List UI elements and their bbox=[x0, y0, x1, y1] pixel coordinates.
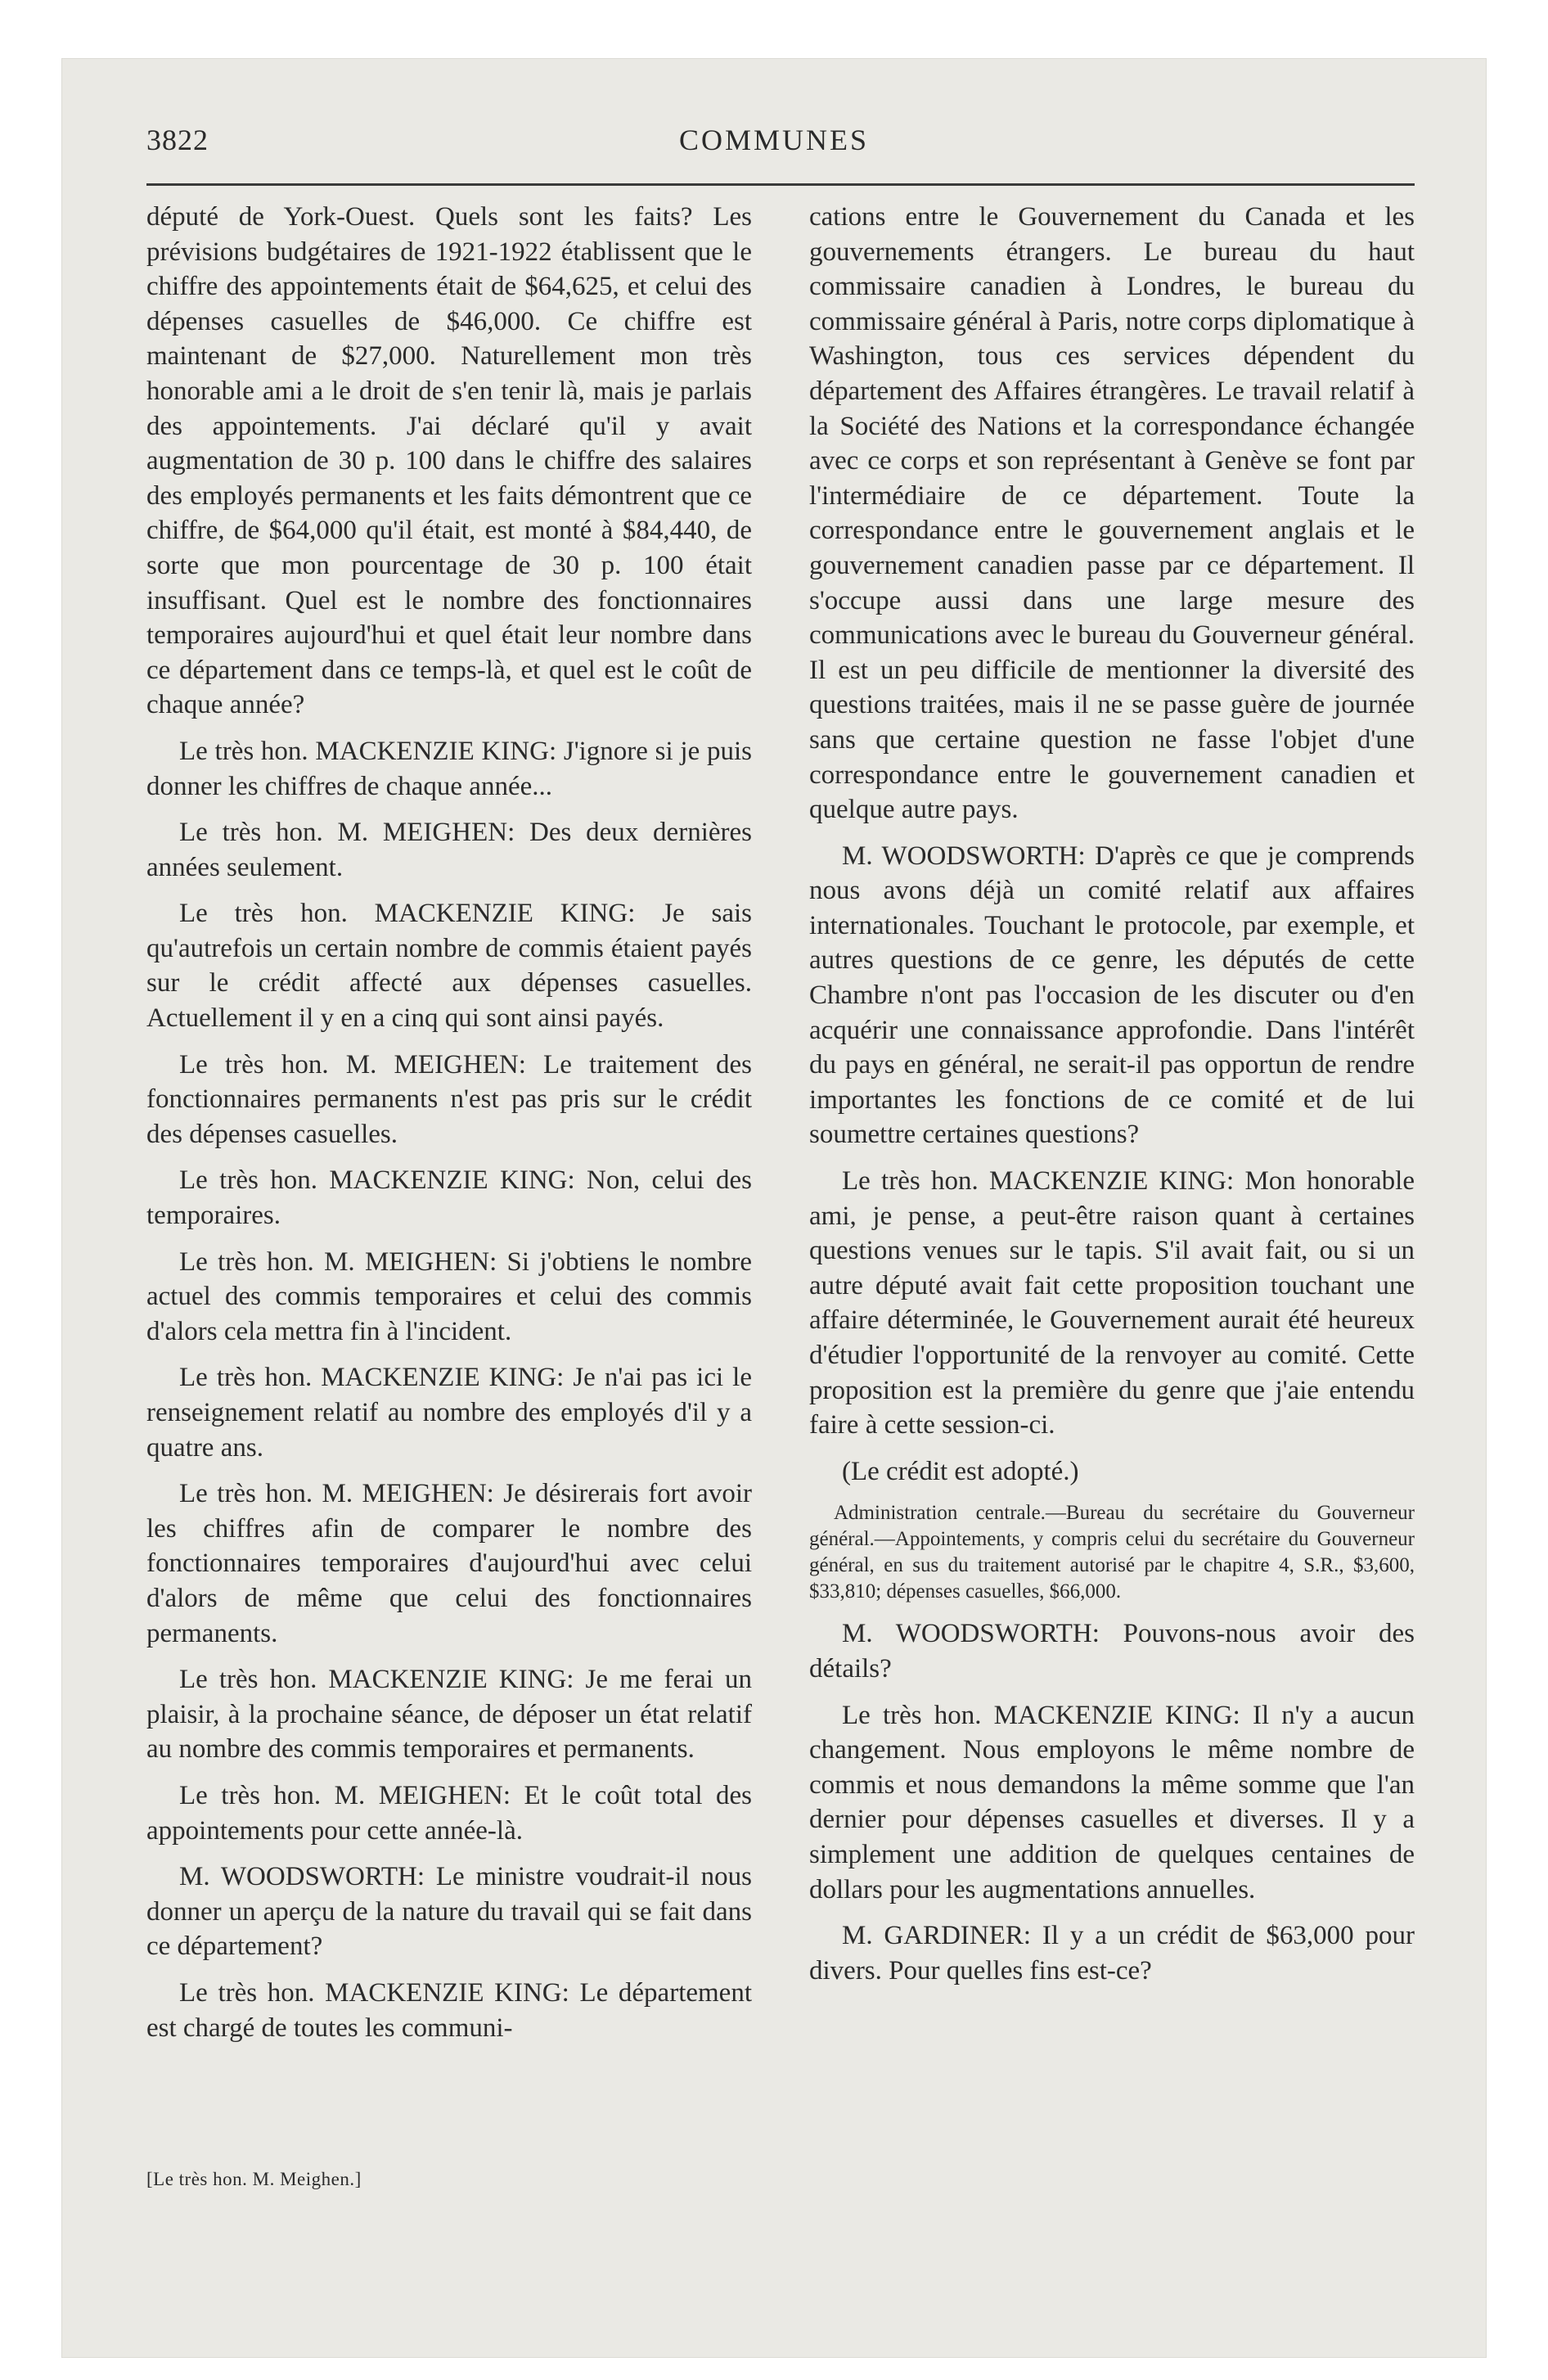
paragraph: M. WOODSWORTH: Pouvons-nous avoir des détails? bbox=[809, 1619, 1415, 1684]
page-number: 3822 bbox=[146, 124, 209, 156]
paragraph: M. WOODSWORTH: Le ministre voudrait-il nous donner un aperçu de la nature du travail qui se fait dans ce département? bbox=[146, 1862, 752, 1962]
paragraph: Le très hon. MACKENZIE KING: J'ignore si je puis donner les chiffres de chaque année... bbox=[146, 736, 752, 801]
paragraph: Le très hon. MACKENZIE KING: Mon honorable ami, je pense, a peut-être raison quant à certaines questions venues sur le tapis. S'il avait fait, ou si un autre député avait fait cette proposition touchant une affaire déterminée, le Gouvernement aurait été heureux d'étudier l'opportunité de la renvoyer au comité. Cette proposition est la première du genre que j'aie entendu faire à cette session-ci. bbox=[809, 1166, 1415, 1440]
paragraph: M. WOODSWORTH: D'après ce que je comprends nous avons déjà un comité relatif aux affaires internationales. Touchant le protocole, par exemple, et autres questions de ce genre, les députés de cette Chambre n'ont pas l'occasion de les discuter ou d'en acquérir une connaissance approfondie. Dans l'intérêt du pays en général, ne serait-il pas opportun de rendre importantes les fonctions de ce comité et de lui soumettre certaines questions? bbox=[809, 841, 1415, 1150]
left-column bbox=[146, 200, 752, 2045]
paragraph: cations entre le Gouvernement du Canada et les gouvernements étrangers. Le bureau du haut commissaire canadien à Londres, le bureau du commissaire général à Paris, notre corps diplomatique à Washington, tous ces services dépendent du département des Affaires étrangères. Le travail relatif à la Société des Nations et la correspondance échangée avec ce corps et son représentant à Genève se font par l'intermédiaire de ce département. Toute la correspondance entre le gouvernement anglais et le gouvernement canadien passe par ce département. Il s'occupe aussi dans une large mesure des communications avec le bureau du Gouverneur général. Il est un peu difficile de mentionner la diversité des questions traitées, mais il ne se passe guère de journée sans que certaine question ne fasse l'objet d'une correspondance entre le gouvernement canadien et quelque autre pays. bbox=[809, 202, 1415, 825]
page-header bbox=[62, 123, 1486, 172]
paragraph: Le très hon. M. MEIGHEN: Si j'obtiens le nombre actuel des commis temporaires et celui des commis d'alors cela mettra fin à l'incident. bbox=[146, 1246, 752, 1346]
paragraph: Le très hon. MACKENZIE KING: Il n'y a aucun changement. Nous employons le même nombre de commis et nous demandons la même somme que l'an dernier pour dépenses casuelles et diverses. Il y a simplement une addition de quelques centaines de dollars pour les augmentations annuelles. bbox=[809, 1700, 1415, 1904]
paragraph: député de York-Ouest. Quels sont les faits? Les prévisions budgétaires de 1921-1922 établissent que le chiffre des appointements était de $64,625, et celui des dépenses casuelles de $46,000. Ce chiffre est maintenant de $27,000. Naturellement mon très honorable ami a le droit de s'en tenir là, mais je parlais des appointements. J'ai déclaré qu'il y avait augmentation de 30 p. 100 dans le chiffre des salaires des employés permanents et les faits démontrent que ce chiffre, de $64,000 qu'il était, est monté à $84,440, de sorte que mon pourcentage de 30 p. 100 était insuffisant. Quel est le nombre des fonctionnaires temporaires aujourd'hui et quel était leur nombre dans ce département dans ce temps-là, et quel est le coût de chaque année? bbox=[146, 202, 752, 720]
vote-item: Administration centrale.—Bureau du secrétaire du Gouverneur général.—Appointements, y compris celui du secrétaire du Gouverneur général, en sus du traitement autorisé par le chapitre 4, S.R., $3,600, $33,810; dépenses casuelles, $66,000. bbox=[809, 1502, 1415, 1603]
paragraph: Le très hon. M. MEIGHEN: Le traitement des fonctionnaires permanents n'est pas pris sur le crédit des dépenses casuelles. bbox=[146, 1049, 752, 1149]
speaker-footnote: [Le très hon. M. Meighen.] bbox=[146, 2169, 362, 2189]
page-sheet bbox=[62, 59, 1486, 2357]
paragraph: Le très hon. MACKENZIE KING: Le département est chargé de toutes les communi- bbox=[146, 1977, 752, 2043]
paragraph: Le très hon. M. MEIGHEN: Et le coût total des appointements pour cette année-là. bbox=[146, 1780, 752, 1846]
paragraph: Le très hon. MACKENZIE KING: Non, celui des temporaires. bbox=[146, 1165, 752, 1231]
paragraph: Le très hon. MACKENZIE KING: Je n'ai pas ici le renseignement relatif au nombre des employés d'il y a quatre ans. bbox=[146, 1363, 752, 1463]
paragraph: Le très hon. MACKENZIE KING: Je sais qu'autrefois un certain nombre de commis étaient payés sur le crédit affecté aux dépenses casuelles. Actuellement il y en a cinq qui sont ainsi payés. bbox=[146, 899, 752, 1034]
paragraph: Le très hon. M. MEIGHEN: Des deux dernières années seulement. bbox=[146, 818, 752, 882]
paragraph: Le très hon. MACKENZIE KING: Je me ferai un plaisir, à la prochaine séance, de déposer un état relatif au nombre des commis temporaires et permanents. bbox=[146, 1665, 752, 1765]
paragraph: M. GARDINER: Il y a un crédit de $63,000 pour divers. Pour quelles fins est-ce? bbox=[809, 1921, 1415, 1986]
paragraph: Le très hon. M. MEIGHEN: Je désirerais fort avoir les chiffres afin de comparer le nombre des fonctionnaires temporaires d'aujourd'hui avec celui d'alors de même que celui des fonctionnaires permanents. bbox=[146, 1479, 752, 1648]
right-column bbox=[809, 200, 1415, 1988]
header-rule bbox=[146, 183, 1415, 186]
motion-note: (Le crédit est adopté.) bbox=[842, 1456, 1079, 1486]
running-head: COMMUNES bbox=[678, 124, 870, 156]
